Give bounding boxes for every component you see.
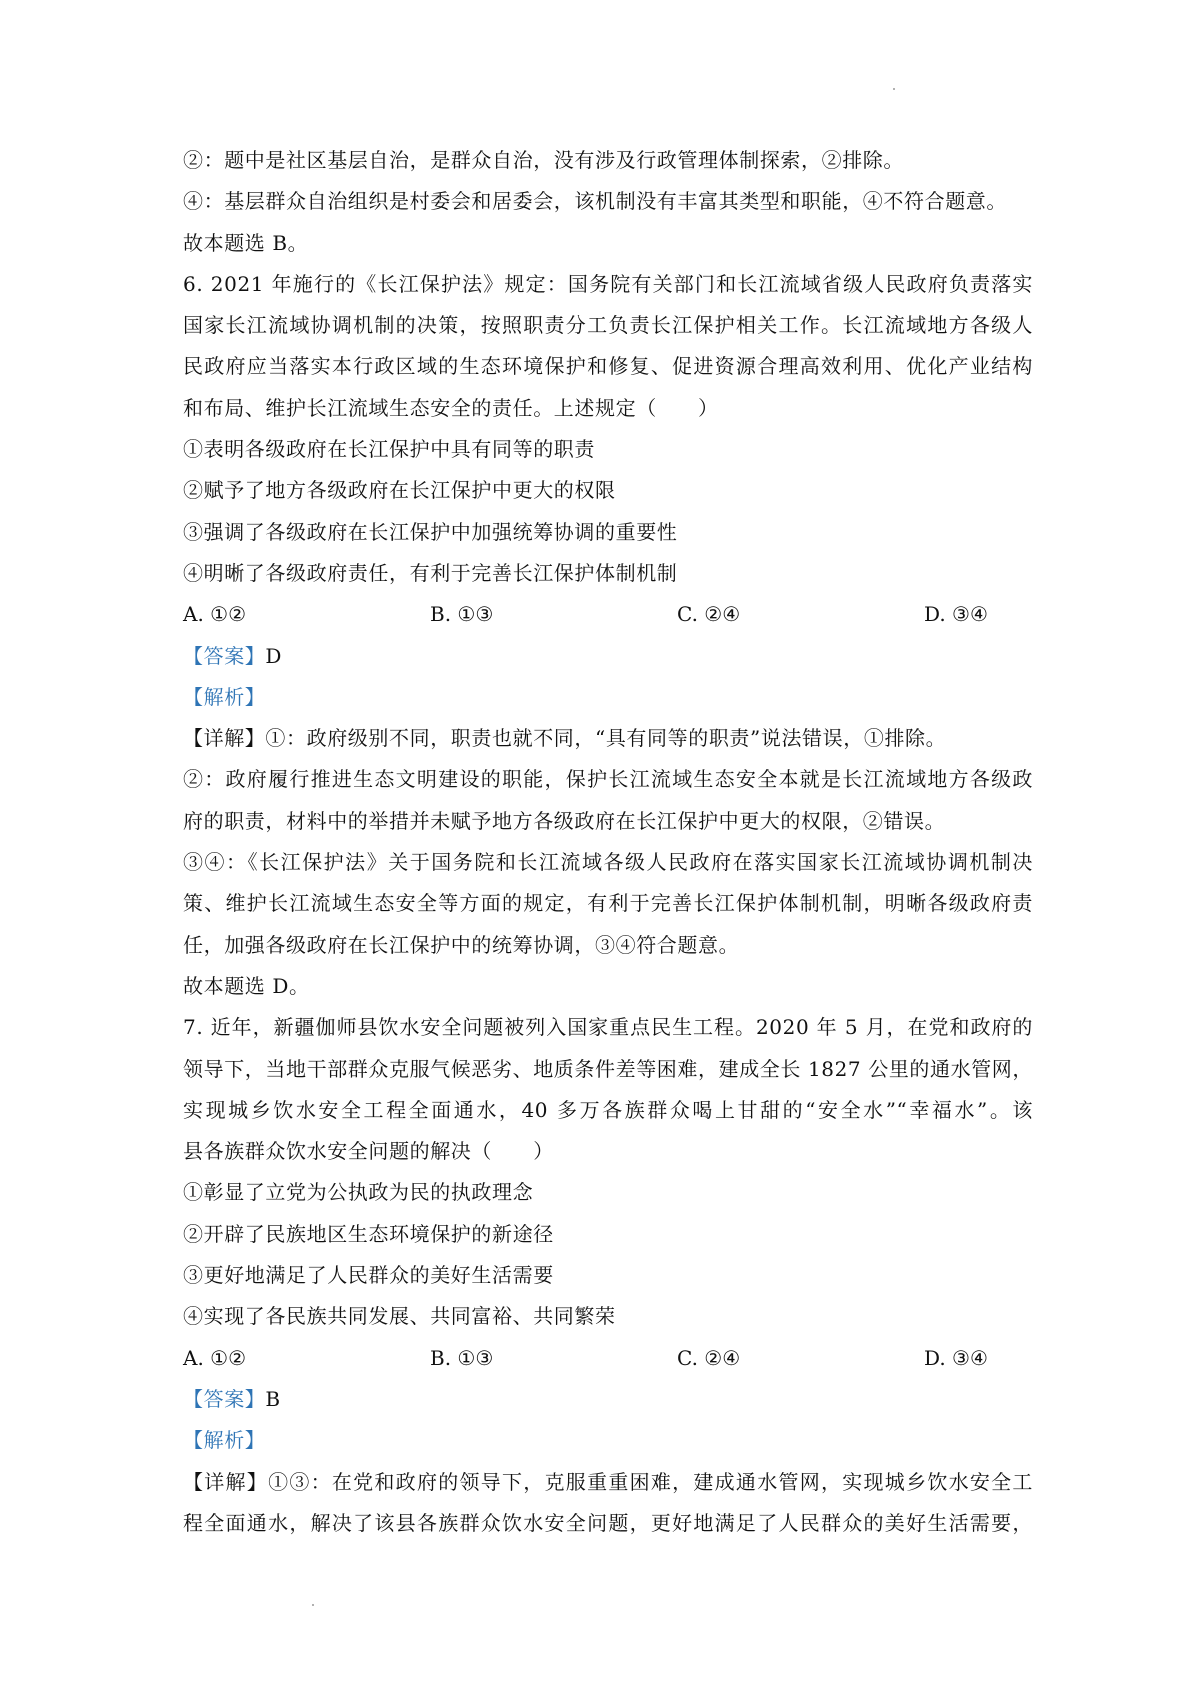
detail-tag: 【详解】 [183,1469,269,1494]
scan-dot-top [893,88,895,90]
question-stem-line: 领导下，当地干部群众克服气候恶劣、地质条件差等困难，建成全长 1827 公里的通水管网， [183,1056,1034,1081]
answer-options [183,1338,1033,1379]
choice-item: ②赋予了地方各级政府在长江保护中更大的权限 [183,478,616,503]
scan-dot-bottom [312,1604,314,1606]
detail-line: 任，加强各级政府在长江保护中的统筹协调，③④符合题意。 [183,932,740,957]
answer-options [183,594,1033,635]
analysis-tag: 【解析】 [183,684,266,709]
detail-line: ③④：《长江保护法》关于国务院和长江流域各级人民政府在落实国家长江流域协调机制决 [183,850,1033,875]
option-b: B. ①③ [430,602,494,627]
choice-item: ②开辟了民族地区生态环境保护的新途径 [183,1221,554,1246]
question-stem-line: 民政府应当落实本行政区域的生态环境保护和修复、促进资源合理高效利用、优化产业结构 [183,354,1033,379]
option-d: D. ③④ [924,1345,988,1370]
analysis-tag: 【解析】 [183,1428,266,1453]
question-stem-line: 实现城乡饮水安全工程全面通水，40 多万各族群众喝上甘甜的“安全水”“幸福水”。该 [183,1097,1033,1122]
answer-line [183,1379,1033,1420]
answer-tag: 【答案】 [183,1386,266,1411]
detail-line: 程全面通水，解决了该县各族群众饮水安全问题，更好地满足了人民群众的美好生活需要， [183,1510,1033,1535]
option-c: C. ②④ [677,602,741,627]
text-line: 故本题选 B。 [183,230,309,255]
option-a: A. ①② [183,602,247,627]
choice-item: ④明晰了各级政府责任，有利于完善长江保护体制机制 [183,560,678,585]
option-d: D. ③④ [924,602,988,627]
document-page [183,140,1033,1544]
choice-item: ④实现了各民族共同发展、共同富裕、共同繁荣 [183,1304,616,1329]
detail-line: 故本题选 D。 [183,973,310,998]
detail-line: 【详解】①：政府级别不同，职责也就不同，“具有同等的职责”说法错误，①排除。 [183,726,947,751]
question-stem-line: 国家长江流域协调机制的决策，按照职责分工负责长江保护相关工作。长江流域地方各级人 [183,313,1033,338]
option-b: B. ①③ [430,1345,494,1370]
answer-value: D [265,643,283,668]
question-stem-line: 和布局、维护长江流域生态安全的责任。上述规定（ ） [183,395,719,420]
detail-line: 【详解】①③：在党和政府的领导下，克服重重困难，建成通水管网，实现城乡饮水安全工 [183,1469,1033,1494]
choice-item: ①表明各级政府在长江保护中具有同等的职责 [183,437,595,462]
question-6 [183,264,1033,1007]
text-line: ④：基层群众自治组织是村委会和居委会，该机制没有丰富其类型和职能，④不符合题意。 [183,189,1007,214]
detail-line: 策、维护长江流域生态安全等方面的规定，有利于完善长江保护体制机制，明晰各级政府责 [183,891,1033,916]
question-stem-line: 县各族群众饮水安全问题的解决（ ） [183,1139,554,1164]
question-stem-line: 6. 2021 年施行的《长江保护法》规定：国务院有关部门和长江流域省级人民政府负责落实 [183,271,1033,296]
answer-value: B [265,1386,281,1411]
choice-item: ①彰显了立党为公执政为民的执政理念 [183,1180,534,1205]
question-stem-line: 7. 近年，新疆伽师县饮水安全问题被列入国家重点民生工程。2020 年 5 月，在党和政府的 [183,1015,1033,1040]
choice-item: ③更好地满足了人民群众的美好生活需要 [183,1263,554,1288]
detail-line: ②：政府履行推进生态文明建设的职能，保护长江流域生态安全本就是长江流域地方各级政 [183,767,1033,792]
detail-line: 府的职责，材料中的举措并未赋予地方各级政府在长江保护中更大的权限，②错误。 [183,808,946,833]
option-a: A. ①② [183,1345,247,1370]
answer-line [183,636,1033,677]
option-c: C. ②④ [677,1345,741,1370]
text-line: ②：题中是社区基层自治，是群众自治，没有涉及行政管理体制探索，②排除。 [183,148,904,172]
detail-tag: 【详解】 [183,726,266,751]
question-7 [183,1007,1033,1544]
answer-tag: 【答案】 [183,643,266,668]
choice-item: ③强调了各级政府在长江保护中加强统筹协调的重要性 [183,519,678,544]
